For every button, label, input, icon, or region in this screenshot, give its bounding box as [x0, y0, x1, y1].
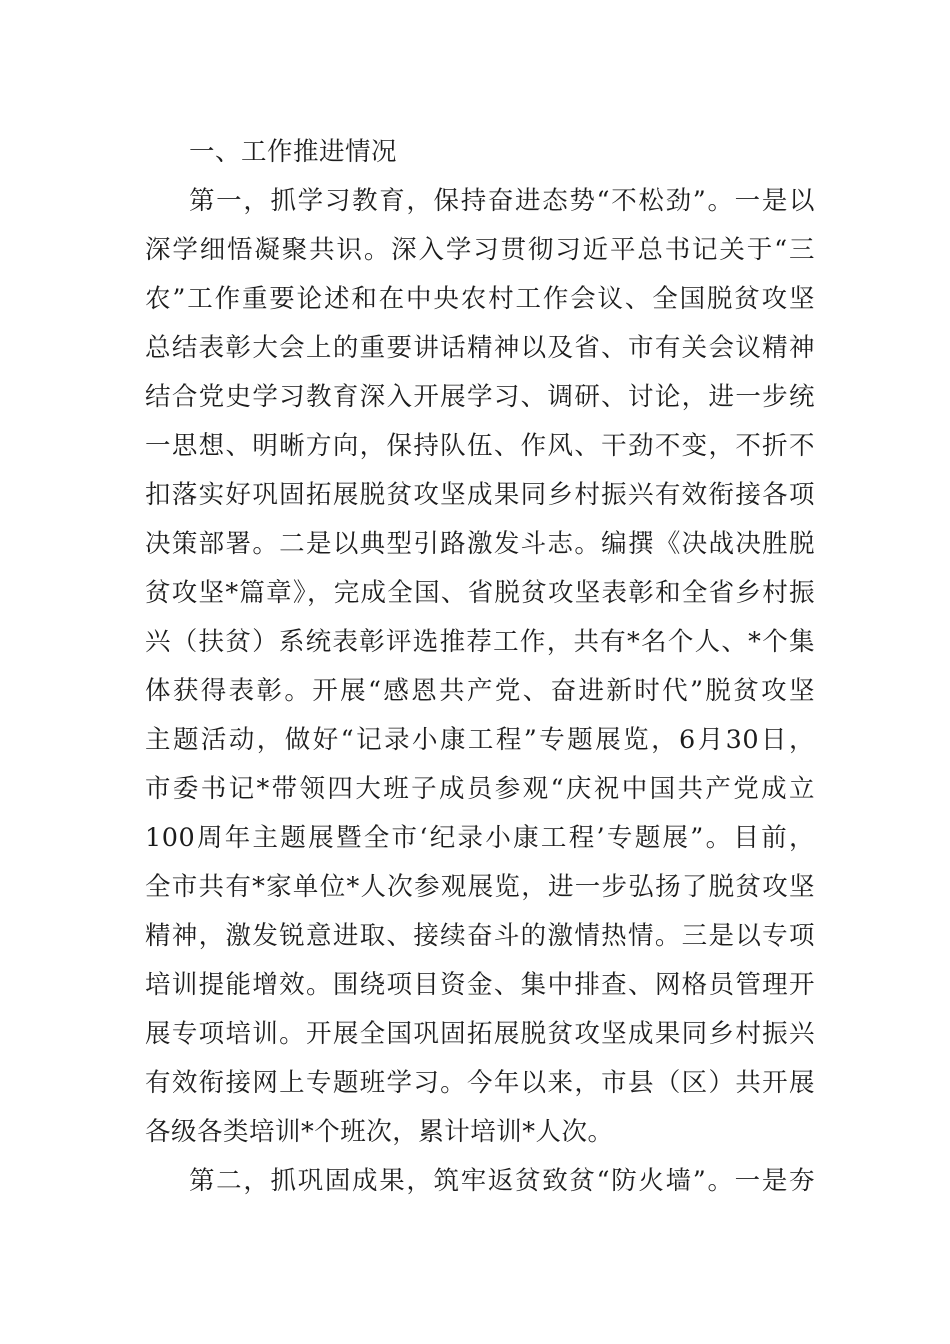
paragraph-line: 结合党史学习教育深入开展学习、调研、讨论，进一步统 [145, 382, 815, 412]
paragraph-line: 体获得表彰。开展“感恩共产党、奋进新时代”脱贫攻坚 [145, 676, 815, 706]
paragraph-line: 全市共有*家单位*人次参观展览，进一步弘扬了脱贫攻坚 [145, 872, 815, 902]
paragraph-line: 一思想、明晰方向，保持队伍、作风、干劲不变，不折不 [145, 431, 815, 461]
paragraph-line: 第二，抓巩固成果，筑牢返贫致贫“防火墙”。一是夯 [189, 1166, 815, 1196]
paragraph-line-last: 各级各类培训*个班次，累计培训*人次。 [145, 1117, 614, 1147]
paragraph-line: 精神，激发锐意进取、接续奋斗的激情热情。三是以专项 [145, 921, 815, 951]
paragraph-line: 总结表彰大会上的重要讲话精神以及省、市有关会议精神 [145, 333, 815, 363]
paragraph-line: 有效衔接网上专题班学习。今年以来，市县（区）共开展 [145, 1068, 815, 1098]
paragraph-line: 深学细悟凝聚共识。深入学习贯彻习近平总书记关于“三 [145, 235, 815, 265]
paragraph-line: 兴（扶贫）系统表彰评选推荐工作，共有*名个人、*个集 [145, 627, 815, 657]
paragraph-line: 第一，抓学习教育，保持奋进态势“不松劲”。一是以 [189, 186, 815, 216]
document-body [145, 128, 815, 1206]
paragraph-line: 市委书记*带领四大班子成员参观“庆祝中国共产党成立 [145, 774, 815, 804]
paragraph-line: 农”工作重要论述和在中央农村工作会议、全国脱贫攻坚 [145, 284, 815, 314]
paragraph-line: 扣落实好巩固拓展脱贫攻坚成果同乡村振兴有效衔接各项 [145, 480, 815, 510]
paragraph-line: 主题活动，做好“记录小康工程”专题展览，6月30日， [145, 725, 815, 755]
paragraph-line: 培训提能增效。围绕项目资金、集中排查、网格员管理开 [145, 970, 815, 1000]
paragraph-line: 贫攻坚*篇章》，完成全国、省脱贫攻坚表彰和全省乡村振 [145, 578, 815, 608]
paragraph-line: 决策部署。二是以典型引路激发斗志。编撰《决战决胜脱 [145, 529, 815, 559]
section-heading: 一、工作推进情况 [189, 137, 398, 167]
paragraph-line: 100周年主题展暨全市‘纪录小康工程’专题展”。目前， [145, 823, 815, 853]
paragraph-line: 展专项培训。开展全国巩固拓展脱贫攻坚成果同乡村振兴 [145, 1019, 815, 1049]
